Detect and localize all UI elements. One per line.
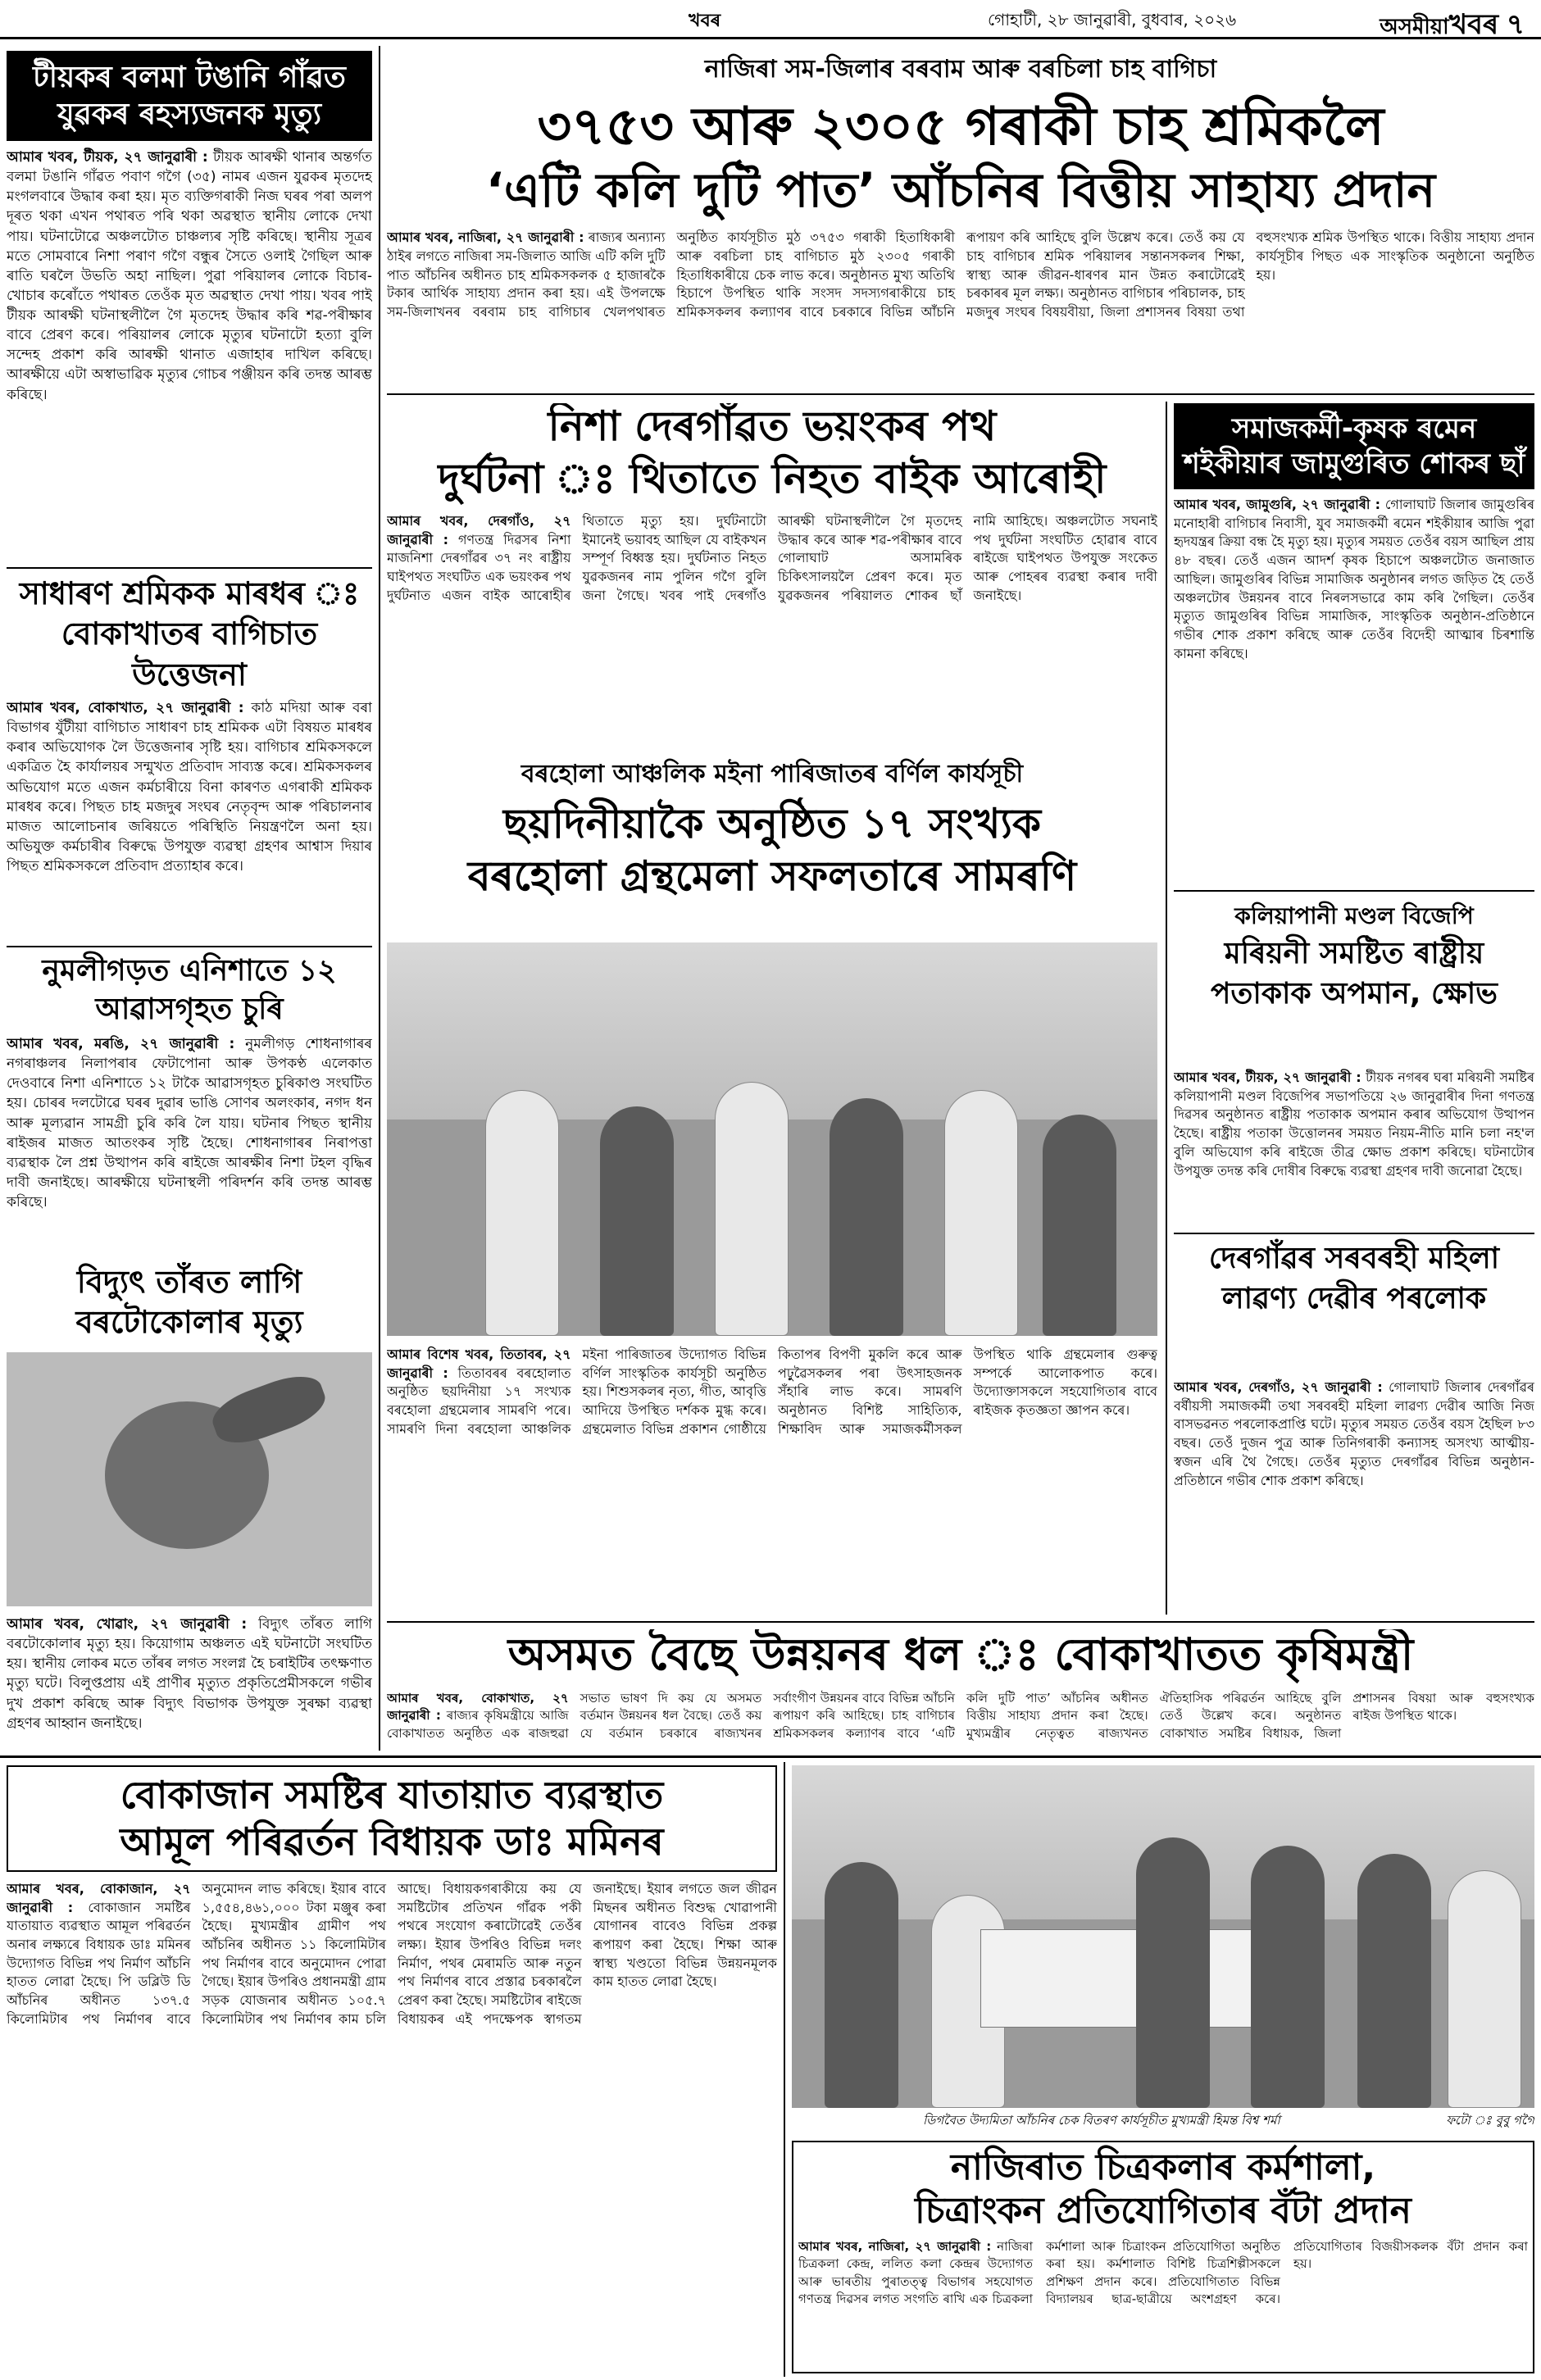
- brand-main: খবৰ: [1448, 8, 1499, 39]
- child-dancer: [1043, 1115, 1116, 1336]
- divider: [387, 393, 1534, 395]
- story3-headline: নুমলীগড়ত এনিশাতে ১২ আৱাসগৃহত চুৰি: [42, 954, 337, 1026]
- story9-headline: মৰিয়নী সমষ্টিত ৰাষ্ট্ৰীয় পতাকাক অপমান, ক্ষোভ: [1210, 937, 1498, 1011]
- photo-caption: ডিগবৈত উদ্যমিতা আঁচনিৰ চেক বিতৰণ কাৰ্যসূচীত মুখ্যমন্ত্ৰী হিমন্ত বিশ্ব শৰ্মা: [923, 2113, 1280, 2128]
- story8-headline: সমাজকৰ্মী-কৃষক ৰমেন শইকীয়াৰ জামুগুৰিত শোকৰ ছাঁ: [1174, 403, 1534, 489]
- story6-block: [387, 403, 1157, 747]
- story11-body: [387, 1690, 1534, 1751]
- child-dancer: [600, 1106, 674, 1336]
- story6-headline-line1: নিশা দেৰগাঁৱত ভয়ংকৰ পথ: [548, 403, 997, 450]
- story4-block: [7, 1262, 372, 1746]
- divider: [7, 567, 372, 569]
- story4-headline: বিদ্যুৎ তাঁৰত লাগি বৰটোকোলাৰ মৃত্যু: [75, 1264, 303, 1341]
- story12-headline-line2: আমূল পৰিৱৰ্তন বিধায়ক ডাঃ মমিনৰ: [120, 1819, 664, 1864]
- column-rule: [379, 46, 380, 1751]
- lead-headline-line2: ‘এটি কলি দুটি পাত’ আঁচনিৰ বিত্তীয় সাহায্য প্ৰদান: [485, 161, 1436, 218]
- story13-body: [798, 2238, 1528, 2345]
- story10-body: [1174, 1378, 1534, 1608]
- story4-dateline: আমাৰ খবৰ, খোৱাং, ২৭ জানুৱাৰী :: [7, 1616, 248, 1633]
- story4-body: [7, 1615, 372, 1746]
- story8-dateline: আমাৰ খবৰ, জামুগুৰি, ২৭ জানুৱাৰী :: [1174, 497, 1381, 512]
- chief-minister: [1136, 1837, 1210, 2108]
- child-dancer: [944, 1090, 1018, 1336]
- attendee: [1357, 1854, 1431, 2108]
- story10-text: গোলাঘাট জিলাৰ দেৰগাঁৱৰ বৰ্ষীয়সী সমাজকৰ্মী তথা সৰবৰহী মহিলা লাৱণ্য দেৱীৰ আজি নিজ বাসভৱনত পৰলোকপ্ৰাপ্তি ঘটে। মৃত্যুৰ সময়ত তেওঁৰ বয়স হৈছিল ৮৩ বছৰ। তেওঁ দুজন পুত্ৰ আৰু তিনিগৰাকী কন্যাসহ অসংখ্য আত্মীয়-স্বজন এৰি থৈ গৈছে। তেওঁৰ মৃত্যুত দেৰগাঁৱৰ বিভিন্ন অনুষ্ঠান-প্ৰতিষ্ঠানে গভীৰ শোক প্ৰকাশ কৰিছে।: [1174, 1379, 1534, 1488]
- lead-body: [387, 229, 1534, 334]
- story7-headline-line2: বৰহোলা গ্ৰন্থমেলা সফলতাৰে সামৰণি: [467, 852, 1077, 900]
- story13-text: নাজিৰা চিত্ৰকলা কেন্দ্ৰ, ললিত কলা কেন্দ্ৰৰ উদ্যোগত আৰু ভাৰতীয় পুৰাতত্ত্ব বিভাগৰ সহযোগত গণতন্ত্ৰ দিৱসৰ লগত সংগতি ৰাখি এক চিত্ৰকলা কৰ্মশালা আৰু চিত্ৰাংকন প্ৰতিযোগিতা অনুষ্ঠিত কৰা হয়। কৰ্মশালাত বিশিষ্ট চিত্ৰশিল্পীসকলে প্ৰশিক্ষণ প্ৰদান কৰে। প্ৰতিযোগিতাত বিভিন্ন বিদ্যালয়ৰ ছাত্ৰ-ছাত্ৰীয়ে অংশগ্ৰহণ কৰে। প্ৰতিযোগিতাৰ বিজয়ীসকলক বঁটা প্ৰদান কৰা হয়।: [798, 2239, 1528, 2307]
- story2-body: [7, 698, 372, 936]
- story1-body: [7, 148, 372, 475]
- story12-dateline: আমাৰ খবৰ, বোকাজান, ২৭ জানুৱাৰী :: [7, 1880, 191, 1915]
- story11-text: ৰাজ্যৰ কৃষিমন্ত্ৰীয়ে আজি বোকাখাতত অনুষ্ঠিত এক ৰাজহুৱা সভাত ভাষণ দি কয় যে অসমত বৰ্তমান উন্নয়নৰ ধল বৈছে। তেওঁ কয় যে বৰ্তমান চৰকাৰে ৰাজ্যখনৰ সৰ্বাংগীণ উন্নয়নৰ বাবে বিভিন্ন আঁচনি ৰূপায়ণ কৰি আহিছে। চাহ বাগিচাৰ শ্ৰমিকসকলৰ কল্যাণৰ বাবে ‘এটি কলি দুটি পাত’ আঁচনিৰ অধীনত বিত্তীয় সাহায্য প্ৰদান কৰা হৈছে। মুখ্যমন্ত্ৰীৰ নেতৃত্বত ৰাজ্যখনত ঐতিহাসিক পৰিৱৰ্তন আহিছে বুলি তেওঁ উল্লেখ কৰে। অনুষ্ঠানত বোকাখাত সমষ্টিৰ বিধায়ক, জিলা প্ৰশাসনৰ বিষয়া আৰু বহুসংখ্যক ৰাইজ উপস্থিত থাকে।: [387, 1691, 1534, 1741]
- story8-text: গোলাঘাট জিলাৰ জামুগুৰিৰ মনোহাৰী বাগিচাৰ নিবাসী, যুব সমাজকৰ্মী ৰমেন শইকীয়াৰ আজি পুৱা হৃদযন্ত্ৰৰ ক্ৰিয়া বন্ধ হৈ মৃত্যু হয়। মৃত্যুৰ সময়ত তেওঁৰ বয়স আছিল প্ৰায় ৪৮ বছৰ। তেওঁ এজন আদৰ্শ কৃষক হিচাপে অঞ্চলটোত জনাজাত আছিল। জামুগুৰিৰ বিভিন্ন সামাজিক অনুষ্ঠানৰ লগত জড়িত হৈ তেওঁ অঞ্চলটোৰ উন্নয়নৰ বাবে নিৰলসভাৱে কাম কৰি গৈছিল। তেওঁৰ মৃত্যুত জামুগুৰিৰ বিভিন্ন সামাজিক, সাংস্কৃতিক অনুষ্ঠান-প্ৰতিষ্ঠানে গভীৰ শোক প্ৰকাশ কৰিছে আৰু তেওঁৰ বিদেহী আত্মাৰ চিৰশান্তি কামনা কৰিছে।: [1174, 497, 1534, 661]
- story6-body: [387, 512, 1157, 717]
- story1-dateline: আমাৰ খবৰ, টীয়ক, ২৭ জানুৱাৰী :: [7, 149, 208, 166]
- lead-headline-line1: ৩৭৫৩ আৰু ২৩০৫ গৰাকী চাহ শ্ৰমিকলৈ: [537, 97, 1384, 157]
- lead-text: ৰাজ্যৰ অন্যান্য ঠাইৰ লগতে নাজিৰা সম-জিলাত আজি এটি কলি দুটি পাত আঁচনিৰ অধীনত চাহ শ্ৰমিকসকলক ৫ হাজাৰকৈ টকাৰ আৰ্থিক সাহায্য প্ৰদান কৰা হয়। এই উপলক্ষে সম-জিলাখনৰ বৰবাম চাহ বাগিচাৰ খেলপথাৰত অনুষ্ঠিত কাৰ্যসূচীত মুঠ ৩৭৫৩ গৰাকী হিতাধিকাৰী আৰু বৰচিলা চাহ বাগিচাত মুঠ ২৩০৫ গৰাকী হিতাধিকাৰীয়ে চেক লাভ কৰে। অনুষ্ঠানত মুখ্য অতিথি হিচাপে উপস্থিত থাকি সংসদ সদস্যগৰাকীয়ে চাহ শ্ৰমিকসকলৰ কল্যাণৰ বাবে চৰকাৰে বিভিন্ন আঁচনি ৰূপায়ণ কৰি আহিছে বুলি উল্লেখ কৰে। তেওঁ কয় যে চাহ বাগিচাৰ শ্ৰমিক পৰিয়ালৰ সন্তানসকলৰ শিক্ষা, স্বাস্থ্য আৰু জীৱন-ধাৰণৰ মান উন্নত কৰাটোৱেই চৰকাৰৰ মূল লক্ষ্য। অনুষ্ঠানত বাগিচাৰ পৰিচালক, চাহ মজদুৰ সংঘৰ বিষয়বীয়া, জিলা প্ৰশাসনৰ বিষয়া তথা বহুসংখ্যক শ্ৰমিক উপস্থিত থাকে। বিত্তীয় সাহায্য প্ৰদান কাৰ্যসূচীৰ পিছত এক সাংস্কৃতিক অনুষ্ঠানো অনুষ্ঠিত হয়।: [387, 229, 1534, 320]
- story11-dateline: আমাৰ খবৰ, বোকাখাত, ২৭ জানুৱাৰী :: [387, 1691, 569, 1724]
- attendee: [825, 1862, 898, 2108]
- story3-text: নুমলীগড় শোধনাগাৰৰ নগৰাঞ্চলৰ নিলাপৰাৰ ফেটাপোনা আৰু উপকণ্ঠ এলেকাত দেওবাৰে নিশা এনিশাতে ১২ টাকৈ আৱাসগৃহত চুৰিকাণ্ড সংঘটিত হয়। চোৰৰ দলটোৱে ঘৰৰ দুৱাৰ ভাঙি সোণৰ অলংকাৰ, নগদ ধন আৰু মূল্যৱান সামগ্ৰী চুৰি কৰি লৈ যায়। ঘটনাৰ পিছত স্থানীয় ৰাইজৰ মাজত আতংকৰ সৃষ্টি হৈছে। শোধনাগাৰৰ নিৰাপত্তা ব্যৱস্থাক লৈ প্ৰশ্ন উত্থাপন কৰি ৰাইজে আৰক্ষীৰ নিশা টহল বৃদ্ধিৰ দাবী জনাইছে। আৰক্ষীয়ে ঘটনাস্থলী পৰিদৰ্শন কৰি তদন্ত আৰম্ভ কৰিছে।: [7, 1036, 372, 1210]
- story13-headline-line2: চিত্ৰাংকন প্ৰতিযোগিতাৰ বঁটা প্ৰদান: [915, 2189, 1411, 2232]
- story7-kicker: বৰহোলা আঞ্চলিক মইনা পাৰিজাতৰ বৰ্ণিল কাৰ্যসূচী: [520, 760, 1024, 788]
- child-dancer: [715, 1082, 789, 1336]
- story9-kicker: কলিয়াপানী মণ্ডল বিজেপি: [1234, 902, 1474, 929]
- story13-block: [792, 2141, 1534, 2373]
- story1-headline: টীয়কৰ বলমা টঙানি গাঁৱত যুৱকৰ ৰহস্যজনক মৃত্যু: [7, 51, 372, 141]
- bird-photo: [7, 1352, 372, 1606]
- child-dancer: [485, 1090, 559, 1336]
- story7-text: তিতাবৰৰ বৰহোলাত অনুষ্ঠিত ছয়দিনীয়া ১৭ সংখ্যক বৰহোলা গ্ৰন্থমেলাৰ সামৰণি পৰে। সামৰণি দিনা বৰহোলা আঞ্চলিক মইনা পাৰিজাতৰ উদ্যোগত বিভিন্ন বৰ্ণিল সাংস্কৃতিক কাৰ্যসূচী অনুষ্ঠিত হয়। শিশুসকলৰ নৃত্য, গীত, আবৃত্তি আদিয়ে উপস্থিত দৰ্শকক মুগ্ধ কৰে। গ্ৰন্থমেলাত বিভিন্ন প্ৰকাশন গোষ্ঠীয়ে কিতাপৰ বিপণী মুকলি কৰে আৰু পঢ়ুৱৈসকলৰ পৰা উৎসাহজনক সঁহাৰি লাভ কৰে। সামৰণি অনুষ্ঠানত বিশিষ্ট সাহিত্যিক, শিক্ষাবিদ আৰু সমাজকৰ্মীসকল উপস্থিত থাকি গ্ৰন্থমেলাৰ গুৰুত্ব সম্পৰ্কে আলোকপাত কৰে। উদ্যোক্তাসকলে সহযোগিতাৰ বাবে ৰাইজক কৃতজ্ঞতা জ্ঞাপন কৰে।: [387, 1347, 1157, 1437]
- story13-headline-line1: নাজিৰাত চিত্ৰকলাৰ কৰ্মশালা,: [950, 2146, 1376, 2188]
- story2-dateline: আমাৰ খবৰ, বোকাখাত, ২৭ জানুৱাৰী :: [7, 700, 244, 716]
- story13-dateline: আমাৰ খবৰ, নাজিৰা, ২৭ জানুৱাৰী :: [798, 2239, 992, 2255]
- attendee: [1251, 1846, 1325, 2108]
- lead-kicker: নাজিৰা সম-জিলাৰ বৰবাম আৰু বৰচিলা চাহ বাগিচা: [704, 55, 1217, 84]
- story6-text: গণতন্ত্ৰ দিৱসৰ নিশা মাজনিশা দেৰগাঁৱৰ ৩৭ নং ৰাষ্ট্ৰীয় ঘাইপথত সংঘটিত এক ভয়ংকৰ পথ দুৰ্ঘটনাত এজন বাইক আৰোহীৰ থিতাতে মৃত্যু হয়। দুৰ্ঘটনাটো ইমানেই ভয়াবহ আছিল যে বাইকখন সম্পূৰ্ণ বিধ্বস্ত হয়। দুৰ্ঘটনাত নিহত যুৱকজনৰ নাম পুলিন গগৈ বুলি জনা গৈছে। খবৰ পাই দেৰগাঁও আৰক্ষী ঘটনাস্থলীলৈ গৈ মৃতদেহ উদ্ধাৰ কৰে আৰু শৱ-পৰীক্ষাৰ বাবে গোলাঘাট অসামৰিক চিকিৎসালয়লৈ প্ৰেৰণ কৰে। মৃত যুৱকজনৰ পৰিয়ালত শোকৰ ছাঁ নামি আহিছে। অঞ্চলটোত সঘনাই পথ দুৰ্ঘটনা সংঘটিত হোৱাৰ বাবে ৰাইজে ঘাইপথত উপযুক্ত সংকেত আৰু পোহৰৰ ব্যৱস্থা কৰাৰ দাবী জনাইছে।: [387, 513, 1157, 603]
- story12-text: বোকাজান সমষ্টিৰ যাতায়াত ব্যৱস্থাত আমূল পৰিৱৰ্তন অনাৰ লক্ষ্যৰে বিধায়ক ডাঃ মমিনৰ উদ্যোগত বিভিন্ন পথ নিৰ্মাণ আঁচনি হাতত লোৱা হৈছে। পি ডব্লিউ ডি আঁচনিৰ অধীনত ১৩৭.৫ কিলোমিটাৰ পথ নিৰ্মাণৰ বাবে অনুমোদন লাভ কৰিছে। ইয়াৰ বাবে ১,৫৫৪,৪৬১,০০০ টকা মঞ্জুৰ কৰা হৈছে। মুখ্যমন্ত্ৰীৰ গ্ৰামীণ পথ আঁচনিৰ অধীনত ১১ কিলোমিটাৰ পথ নিৰ্মাণৰ বাবে অনুমোদন পোৱা গৈছে। ইয়াৰ উপৰিও প্ৰধানমন্ত্ৰী গ্ৰাম সড়ক যোজনাৰ অধীনত ১০৫.৭ কিলোমিটাৰ পথ নিৰ্মাণৰ কাম চলি আছে। বিধায়কগৰাকীয়ে কয় যে সমষ্টিটোৰ প্ৰতিখন গাঁৱক পকী পথৰে সংযোগ কৰাটোৱেই তেওঁৰ লক্ষ্য। ইয়াৰ উপৰিও বিভিন্ন দলং নিৰ্মাণ, পথৰ মেৰামতি আৰু নতুন পথ নিৰ্মাণৰ বাবে প্ৰস্তাৱ চৰকাৰলৈ প্ৰেৰণ কৰা হৈছে। সমষ্টিটোৰ ৰাইজে বিধায়কৰ এই পদক্ষেপক স্বাগতম জনাইছে। ইয়াৰ লগতে জল জীৱন মিছনৰ অধীনত বিশুদ্ধ খোৱাপানী যোগানৰ বাবেও বিভিন্ন প্ৰকল্প ৰূপায়ণ কৰা হৈছে। শিক্ষা আৰু স্বাস্থ্য খণ্ডতো বিভিন্ন উন্নয়নমূলক কাম হাতত লোৱা হৈছে।: [7, 1880, 777, 2027]
- story7-headline-line1: ছয়দিনীয়াকৈ অনুষ্ঠিত ১৭ সংখ্যক: [503, 800, 1041, 847]
- lead-dateline: আমাৰ খবৰ, নাজিৰা, ২৭ জানুৱাৰী :: [387, 229, 584, 246]
- story9-body: [1174, 1069, 1534, 1224]
- story6-dateline: আমাৰ খবৰ, দেৰগাঁও, ২৭ জানুৱাৰী :: [387, 513, 571, 547]
- divider: [1174, 1233, 1534, 1234]
- story1-text: টীয়ক আৰক্ষী থানাৰ অন্তৰ্গত বলমা টঙানি গাঁৱত পবাণ গগৈ (৩৫) নামৰ এজন যুৱকৰ মৃতদেহ মংগলবাৰে উদ্ধাৰ কৰা হয়। মৃত ব্যক্তিগৰাকী নিজ ঘৰৰ পৰা অলপ দূৰত থকা এখন পথাৰত পৰি থকা অৱস্থাত স্থানীয় লোকে দেখা পায়। ঘটনাটোৱে অঞ্চলটোত চাঞ্চল্যৰ সৃষ্টি কৰিছে। স্থানীয় সূত্ৰৰ মতে সোমবাৰে নিশা পৰাণ গগৈ বন্ধুৰ সৈতে ওলাই গৈছিল আৰু ৰাতি ঘৰলৈ উভতি অহা নাছিল। পুৱা পৰিয়ালৰ লোকে বিচাৰ-খোচাৰ কৰোঁতে পথাৰত তেওঁক মৃত অৱস্থাত দেখা পায়। খবৰ পাই টীয়ক আৰক্ষী ঘটনাস্থলীলৈ গৈ মৃতদেহ উদ্ধাৰ কৰি শৱ-পৰীক্ষাৰ বাবে প্ৰেৰণ কৰে। পৰিয়ালৰ লোকে মৃত্যুৰ ঘটনাটো হত্যা বুলি সন্দেহ প্ৰকাশ কৰি আৰক্ষী থানাত এজাহাৰ দাখিল কৰিছে। আৰক্ষীয়ে এটা অস্বাভাৱিক মৃত্যুৰ গোচৰ পঞ্জীয়ন কৰি তদন্ত আৰম্ভ কৰিছে।: [7, 149, 372, 403]
- photo-caption-row: [792, 2111, 1534, 2132]
- cm-event-photo: [792, 1765, 1534, 2108]
- story12-headline-box: [7, 1765, 777, 1872]
- story2-text: কাঠ মদিয়া আৰু বৰা বিভাগৰ যুঁটীয়া বাগিচাত সাধাৰণ চাহ শ্ৰমিকক এটা বিষয়ত মাৰধৰ কৰাৰ অভিযোগক লৈ উত্তেজনাৰ সৃষ্টি হয়। বাগিচাৰ শ্ৰমিকসকলে একত্ৰিত হৈ কাৰ্যালয়ৰ সন্মুখত প্ৰতিবাদ সাব্যস্ত কৰে। শ্ৰমিকসকলৰ অভিযোগ মতে এজন কৰ্মচাৰীয়ে বিনা কাৰণত এগৰাকী শ্ৰমিকক মাৰধৰ কৰে। পিছত চাহ মজদুৰ সংঘৰ নেতৃবৃন্দ আৰু পৰিচালনাৰ মাজত আলোচনাৰ জৰিয়তে পৰিস্থিতি নিয়ন্ত্ৰণলৈ অনা হয়। অভিযুক্ত কৰ্মচাৰীৰ বিৰুদ্ধে উপযুক্ত ব্যৱস্থা গ্ৰহণৰ আশ্বাস দিয়াৰ পিছত শ্ৰমিকসকলে প্ৰতিবাদ প্ৰত্যাহাৰ কৰে।: [7, 700, 372, 874]
- story9-dateline: আমাৰ খবৰ, টীয়ক, ২৭ জানুৱাৰী :: [1174, 1070, 1361, 1085]
- column-rule: [784, 1762, 785, 2377]
- right-column: [1174, 403, 1534, 1615]
- left-column: [7, 51, 372, 1360]
- bird-wing: [207, 1367, 331, 1452]
- cm-photo-block: [792, 1765, 1534, 2134]
- page-number: ৭: [1506, 8, 1525, 39]
- story12-block: [7, 1765, 777, 2373]
- story10-dateline: আমাৰ খবৰ, দেৰগাঁও, ২৭ জানুৱাৰী :: [1174, 1379, 1383, 1395]
- story12-body: [7, 1880, 777, 2364]
- newspaper-brand: [1380, 3, 1525, 39]
- lead-story: [387, 49, 1534, 385]
- story11-headline: অসমত বৈছে উন্নয়নৰ ধল ঃ বোকাখাতত কৃষিমন্ত্ৰী: [507, 1629, 1414, 1680]
- story10-headline: দেৰগাঁৱৰ সৰবৰহী মহিলা লাৱণ্য দেৱীৰ পৰলোক: [1208, 1242, 1500, 1315]
- dance-photo: [387, 942, 1157, 1336]
- column-rule: [1166, 402, 1167, 1615]
- divider: [387, 1621, 1534, 1623]
- section-name: খবৰ: [689, 11, 721, 31]
- divider: [7, 946, 372, 947]
- brand-prefix: অসমীয়া: [1380, 15, 1449, 39]
- story9-text: টীয়ক নগৰৰ ঘৰা মৰিয়নী সমষ্টিৰ কলিয়াপানী মণ্ডল বিজেপিৰ সভাপতিয়ে ২৬ জানুৱাৰীৰ দিনা গণতন্ত্ৰ দিৱসৰ অনুষ্ঠানত ৰাষ্ট্ৰীয় পতাকাক অপমান কৰাৰ অভিযোগ উত্থাপন হৈছে। ৰাষ্ট্ৰীয় পতাকা উত্তোলনৰ সময়ত নিয়ম-নীতি মানি চলা নহ'ল বুলি অভিযোগ কৰি ৰাইজে তীব্ৰ ক্ষোভ প্ৰকাশ কৰিছে। ঘটনাটোৰ উপযুক্ত তদন্ত কৰি দোষীৰ বিৰুদ্ধে ব্যৱস্থা গ্ৰহণৰ দাবী জনোৱা হৈছে।: [1174, 1070, 1534, 1179]
- story2-headline: সাধাৰণ শ্ৰমিকক মাৰধৰ ঃ বোকাখাতৰ বাগিচাত উত্তেজনা: [19, 575, 360, 693]
- story8-body: [1174, 496, 1534, 832]
- photo-credit: ফটো ঃ বুবু গগৈ: [1446, 2113, 1534, 2128]
- attendee: [1448, 1870, 1521, 2108]
- story7-dateline: আমাৰ বিশেষ খবৰ, তিতাবৰ, ২৭ জানুৱাৰী :: [387, 1347, 571, 1381]
- divider: [0, 1755, 1541, 1758]
- child-dancer: [830, 1098, 903, 1336]
- divider: [1174, 890, 1534, 892]
- issue-date: গোহাটী, ২৮ জানুৱাৰী, বুধবাৰ, ২০২৬: [988, 10, 1237, 30]
- story12-headline-line1: বোকাজান সমষ্টিৰ যাতায়াত ব্যৱস্থাত: [120, 1773, 664, 1817]
- story7-body: [387, 1346, 1157, 1608]
- masthead: [0, 0, 1541, 39]
- story6-headline-line2: দুৰ্ঘটনা ঃ থিতাতে নিহত বাইক আৰোহী: [438, 454, 1107, 502]
- story4-text: বিদ্যুৎ তাঁৰত লাগি বৰটোকোলাৰ মৃত্যু হয়। কিয়োগাম অঞ্চলত এই ঘটনাটো সংঘটিত হয়। স্থানীয় লোকৰ মতে তাঁৰৰ লগত সংলগ্ন হৈ চৰাইটিৰ তৎক্ষণাত মৃত্যু ঘটে। বিলুপ্তপ্ৰায় এই প্ৰাণীৰ মৃত্যুত প্ৰকৃতিপ্ৰেমীসকলে গভীৰ দুখ প্ৰকাশ কৰিছে আৰু বিদ্যুৎ বিভাগক উপযুক্ত সুৰক্ষা ব্যৱস্থা গ্ৰহণৰ আহ্বান জনাইছে।: [7, 1616, 372, 1732]
- story7-block: [387, 754, 1157, 1615]
- story3-dateline: আমাৰ খবৰ, মৰঙি, ২৭ জানুৱাৰী :: [7, 1036, 235, 1052]
